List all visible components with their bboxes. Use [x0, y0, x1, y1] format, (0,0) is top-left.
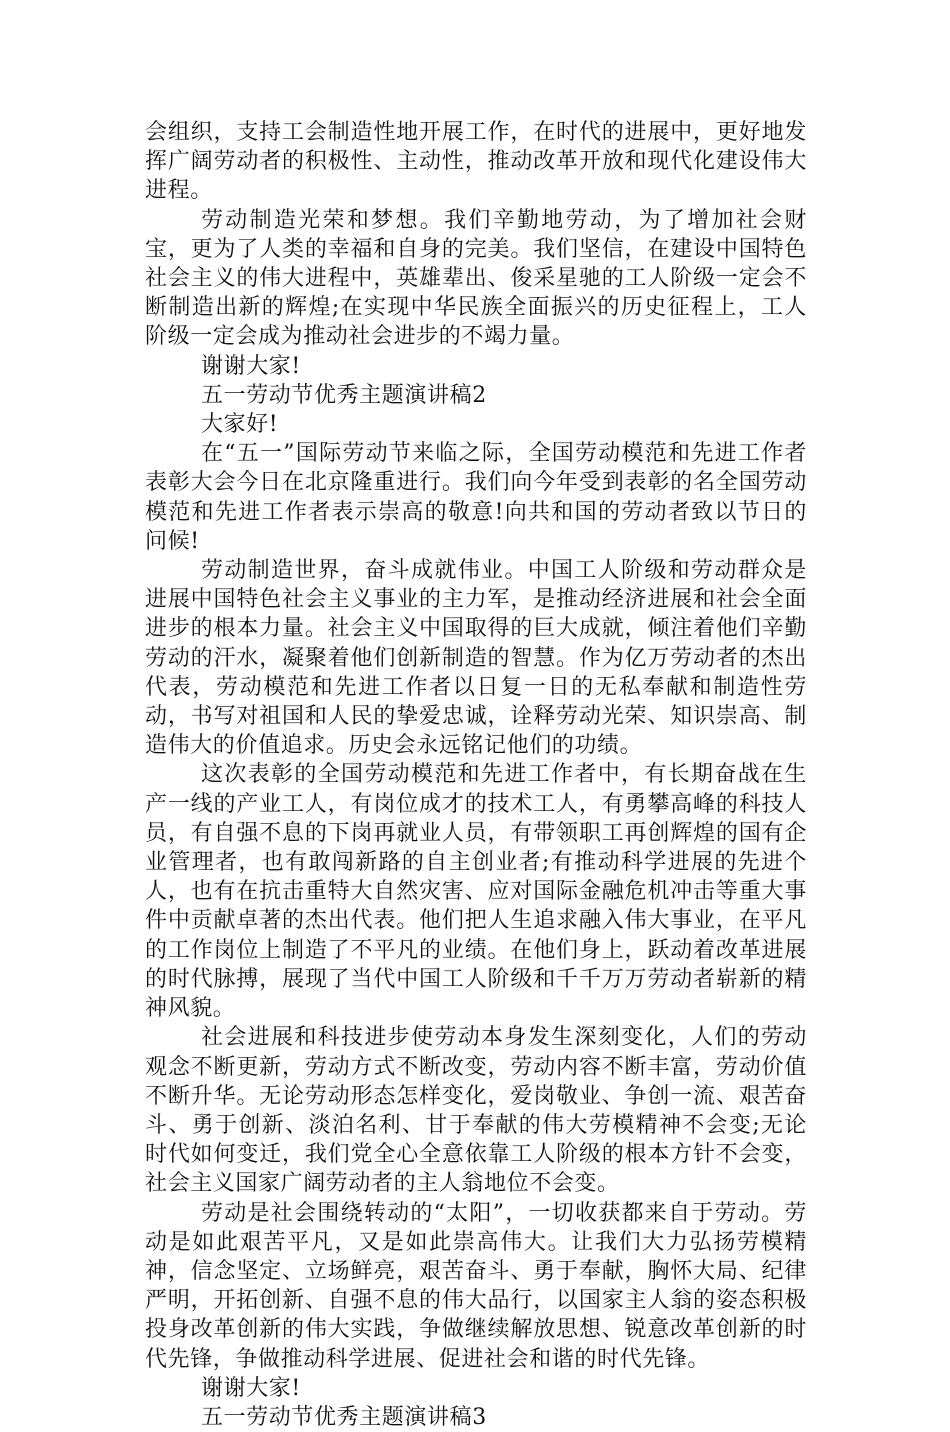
document-body	[145, 118, 807, 1432]
paragraph: 劳动制造世界，奋斗成就伟业。中国工人阶级和劳动群众是进展中国特色社会主义事业的主力军，是推动经济进展和社会全面进步的根本力量。社会主义中国取得的巨大成就，倾注着他们辛勤劳动的汗水，凝聚着他们创新制造的智慧。作为亿万劳动者的杰出代表，劳动模范和先进工作者以日复一日的无私奉献和制造性劳动，书写对祖国和人民的挚爱忠诚，诠释劳动光荣、知识崇高、制造伟大的价值追求。历史会永远铭记他们的功绩。	[145, 558, 807, 759]
closing-thanks: 谢谢大家!	[201, 1375, 301, 1401]
paragraph: 在“五一”国际劳动节来临之际，全国劳动模范和先进工作者表彰大会今日在北京隆重进行。我们向今年受到表彰的名全国劳动模范和先进工作者表示崇高的敬意!向共和国的劳动者致以节日的问候!	[145, 441, 807, 554]
closing-thanks: 谢谢大家!	[201, 353, 301, 379]
paragraph: 社会进展和科技进步使劳动本身发生深刻变化，人们的劳动观念不断更新，劳动方式不断改变，劳动内容不断丰富，劳动价值不断升华。无论劳动形态怎样变化，爱岗敬业、争创一流、艰苦奋斗、勇于创新、淡泊名利、甘于奉献的伟大劳模精神不会变;无论时代如何变迁，我们党全心全意依靠工人阶级的根本方针不会变，社会主义国家广阔劳动者的主人翁地位不会变。	[145, 1025, 807, 1197]
speech-title: 五一劳动节优秀主题演讲稿3	[201, 1404, 487, 1430]
paragraph: 会组织，支持工会制造性地开展工作，在时代的进展中，更好地发挥广阔劳动者的积极性、主动性，推动改革开放和现代化建设伟大进程。	[145, 120, 807, 204]
speech-title: 五一劳动节优秀主题演讲稿2	[201, 382, 487, 408]
paragraph: 劳动是社会围绕转动的“太阳”，一切收获都来自于劳动。劳动是如此艰苦平凡，又是如此崇高伟大。让我们大力弘扬劳模精神，信念坚定、立场鲜亮，艰苦奋斗、勇于奉献，胸怀大局、纪律严明，开拓创新、自强不息的伟大品行，以国家主人翁的姿态积极投身改革创新的伟大实践，争做继续解放思想、锐意改革创新的时代先锋，争做推动科学进展、促进社会和谐的时代先锋。	[145, 1200, 807, 1372]
greeting: 大家好!	[201, 412, 279, 438]
paragraph: 劳动制造光荣和梦想。我们辛勤地劳动，为了增加社会财宝，更为了人类的幸福和自身的完美。我们坚信，在建设中国特色社会主义的伟大进程中，英雄辈出、俊采星驰的工人阶级一定会不断制造出新的辉煌;在实现中华民族全面振兴的历史征程上，工人阶级一定会成为推动社会进步的不竭力量。	[145, 207, 807, 350]
paragraph: 这次表彰的全国劳动模范和先进工作者中，有长期奋战在生产一线的产业工人，有岗位成才的技术工人，有勇攀高峰的科技人员，有自强不息的下岗再就业人员，有带领职工再创辉煌的国有企业管理者，也有敢闯新路的自主创业者;有推动科学进展的先进个人，也有在抗击重特大自然灾害、应对国际金融危机冲击等重大事件中贡献卓著的杰出代表。他们把人生追求融入伟大事业，在平凡的工作岗位上制造了不平凡的业绩。在他们身上，跃动着改革进展的时代脉搏，展现了当代中国工人阶级和千千万万劳动者崭新的精神风貌。	[145, 762, 807, 1022]
